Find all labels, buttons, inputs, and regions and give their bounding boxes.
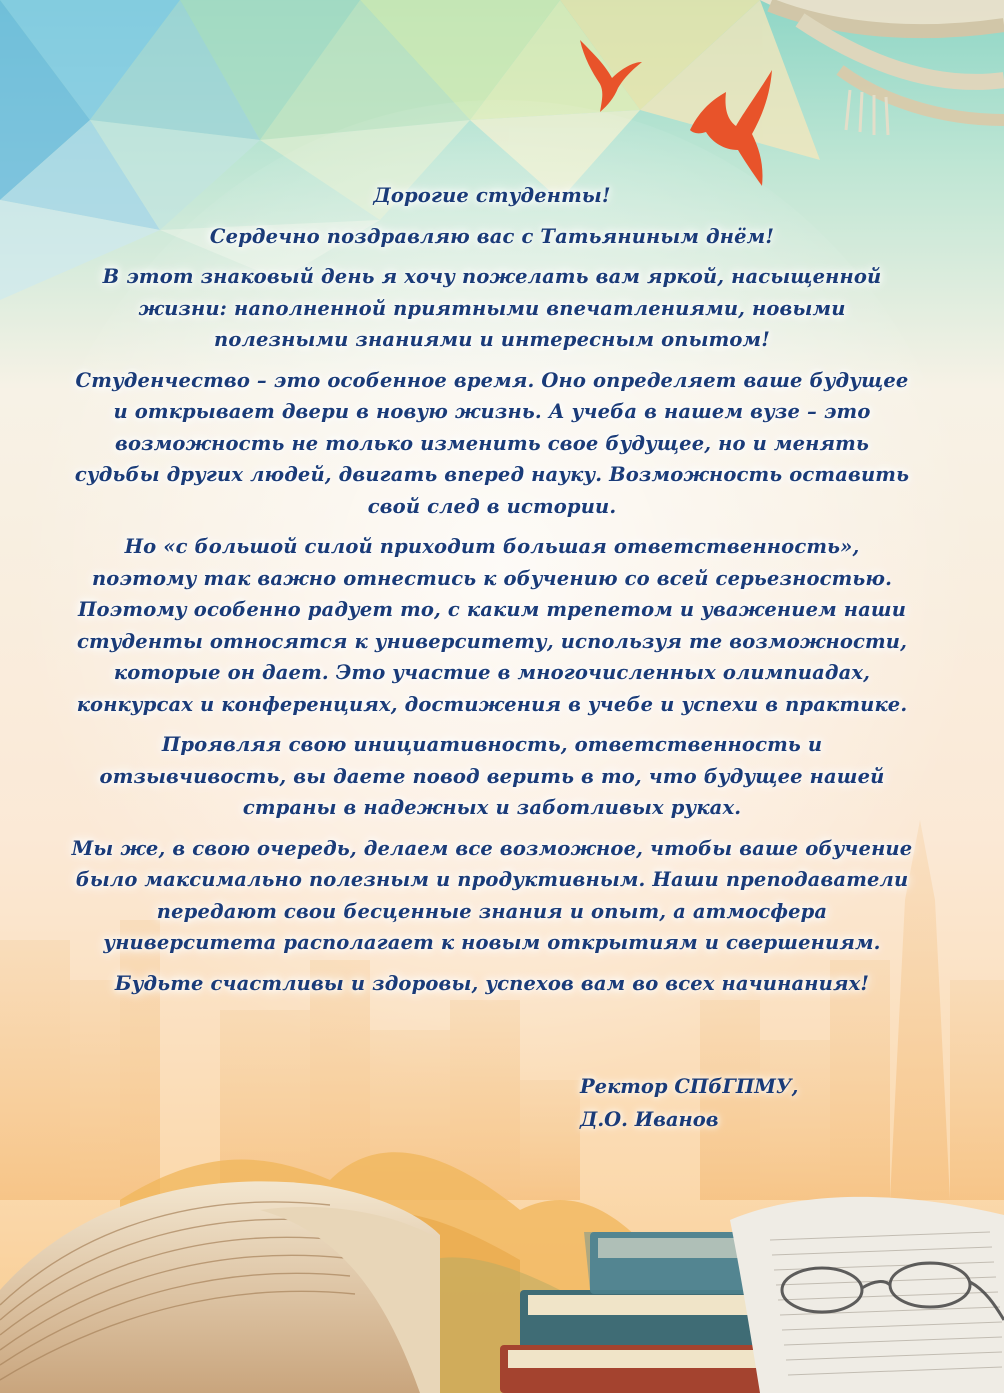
letter-congratulation: Сердечно поздравляю вас с Татьяниным днём! <box>209 224 775 248</box>
signature-name: Д.О. Иванов <box>580 1108 719 1131</box>
letter-paragraph-4: Проявляя свою инициативность, ответственность и отзывчивость, вы даете повод верить в то, что будущее нашей страны в надежных и заботливых руках. <box>99 733 885 819</box>
signature-title: Ректор СПбГПМУ, <box>580 1075 799 1098</box>
letter-paragraph-3: Но «с большой силой приходит большая ответственность», поэтому так важно отнестись к обучению со всей серьезностью. Поэтому особенно радует то, с каким трепетом и уважением наши студенты относятся к университету, используя те возможности, которые он дает. Это участие в многочисленных олимпиадах, конкурсах и конференциях, достижения в учебе и успехи в практике. <box>76 535 908 716</box>
dictionary <box>730 1197 1004 1393</box>
letter-paragraph-2: Студенчество – это особенное время. Оно определяет ваше будущее и открывает двери в новую жизнь. А учеба в нашем вузе – это возможность не только изменить свое будущее, но и менять судьбы других людей, двигать вперед науку. Возможность оставить свой след в истории. <box>74 368 910 518</box>
letter-paragraph-5: Мы же, в свою очередь, делаем все возможное, чтобы ваше обучение было максимально полезным и продуктивным. Наши преподаватели передают свои бесценные знания и опыт, а атмосфера университета располагает к новым открытиям и свершениям. <box>71 836 913 954</box>
letter-paragraph-1: В этот знаковый день я хочу пожелать вам яркой, насыщенной жизни: наполненной приятными впечатлениями, новыми полезными знаниями и интересным опытом! <box>102 265 882 351</box>
letter-greeting: Дорогие студенты! <box>373 184 611 207</box>
signature-block <box>580 1070 798 1136</box>
letter-closing: Будьте счастливы и здоровы, успехов вам во всех начинаниях! <box>114 971 870 995</box>
letter-body <box>70 180 914 1008</box>
